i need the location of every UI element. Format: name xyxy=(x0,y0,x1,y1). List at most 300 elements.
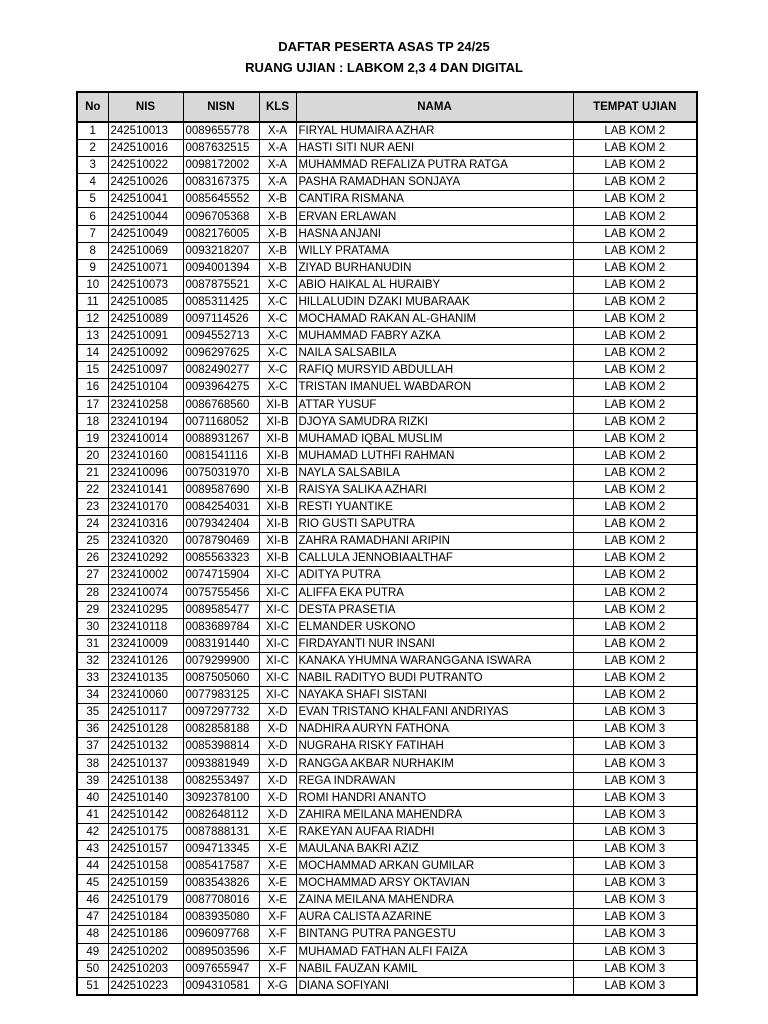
cell-no: 30 xyxy=(77,618,108,635)
cell-nis: 242510202 xyxy=(108,943,183,960)
cell-kls: X-A xyxy=(259,140,296,157)
cell-no: 11 xyxy=(77,293,108,310)
table-row xyxy=(77,499,697,516)
cell-no: 13 xyxy=(77,328,108,345)
cell-nis: 232410170 xyxy=(108,499,183,516)
cell-no: 26 xyxy=(77,550,108,567)
cell-kls: XI-C xyxy=(259,567,296,584)
cell-tempat-ujian: LAB KOM 2 xyxy=(573,122,697,140)
cell-kls: X-D xyxy=(259,772,296,789)
cell-nis: 232410320 xyxy=(108,533,183,550)
cell-nis: 232410126 xyxy=(108,652,183,669)
cell-kls: X-F xyxy=(259,909,296,926)
cell-kls: XI-C xyxy=(259,670,296,687)
cell-nama: MOCHAMMAD ARKAN GUMILAR xyxy=(296,858,573,875)
cell-kls: X-D xyxy=(259,704,296,721)
cell-no: 38 xyxy=(77,755,108,772)
cell-nisn: 0093218207 xyxy=(183,242,259,259)
cell-nisn: 0083167375 xyxy=(183,174,259,191)
cell-nisn: 0087632515 xyxy=(183,140,259,157)
table-row xyxy=(77,122,697,140)
table-row xyxy=(77,721,697,738)
table-row xyxy=(77,430,697,447)
table-row xyxy=(77,909,697,926)
cell-kls: X-B xyxy=(259,191,296,208)
cell-tempat-ujian: LAB KOM 3 xyxy=(573,909,697,926)
cell-nis: 242510223 xyxy=(108,977,183,995)
cell-kls: X-E xyxy=(259,823,296,840)
cell-nisn: 0085417587 xyxy=(183,858,259,875)
cell-no: 18 xyxy=(77,413,108,430)
table-row xyxy=(77,943,697,960)
column-header-nisn: NISN xyxy=(183,92,259,122)
cell-kls: X-C xyxy=(259,276,296,293)
table-row xyxy=(77,140,697,157)
cell-nis: 242510142 xyxy=(108,806,183,823)
cell-no: 22 xyxy=(77,481,108,498)
cell-no: 25 xyxy=(77,533,108,550)
cell-nama: TRISTAN IMANUEL WABDARON xyxy=(296,379,573,396)
cell-no: 51 xyxy=(77,977,108,995)
cell-no: 2 xyxy=(77,140,108,157)
table-body xyxy=(77,122,697,995)
cell-no: 4 xyxy=(77,174,108,191)
cell-no: 7 xyxy=(77,225,108,242)
cell-nama: MUHAMAD IQBAL MUSLIM xyxy=(296,430,573,447)
cell-nisn: 0089587690 xyxy=(183,481,259,498)
cell-nama: ABIO HAIKAL AL HURAIBY xyxy=(296,276,573,293)
cell-nama: ATTAR YUSUF xyxy=(296,396,573,413)
cell-no: 12 xyxy=(77,311,108,328)
cell-nis: 242510073 xyxy=(108,276,183,293)
cell-nisn: 0094713345 xyxy=(183,840,259,857)
cell-nama: ADITYA PUTRA xyxy=(296,567,573,584)
table-row xyxy=(77,858,697,875)
cell-tempat-ujian: LAB KOM 3 xyxy=(573,823,697,840)
cell-nis: 242510022 xyxy=(108,157,183,174)
cell-nisn: 0085398814 xyxy=(183,738,259,755)
cell-nisn: 0094001394 xyxy=(183,259,259,276)
cell-nisn: 0082858188 xyxy=(183,721,259,738)
cell-no: 48 xyxy=(77,926,108,943)
cell-tempat-ujian: LAB KOM 2 xyxy=(573,362,697,379)
cell-nisn: 0096297625 xyxy=(183,345,259,362)
cell-nama: FIRYAL HUMAIRA AZHAR xyxy=(296,122,573,140)
cell-no: 36 xyxy=(77,721,108,738)
cell-nama: CANTIRA RISMANA xyxy=(296,191,573,208)
cell-no: 47 xyxy=(77,909,108,926)
cell-nis: 242510069 xyxy=(108,242,183,259)
table-row xyxy=(77,584,697,601)
table-row xyxy=(77,481,697,498)
cell-no: 1 xyxy=(77,122,108,140)
cell-nama: RAISYA SALIKA AZHARI xyxy=(296,481,573,498)
cell-nama: MUHAMAD FATHAN ALFI FAIZA xyxy=(296,943,573,960)
cell-tempat-ujian: LAB KOM 2 xyxy=(573,618,697,635)
cell-tempat-ujian: LAB KOM 3 xyxy=(573,772,697,789)
cell-kls: X-A xyxy=(259,122,296,140)
cell-kls: XI-B xyxy=(259,481,296,498)
cell-tempat-ujian: LAB KOM 2 xyxy=(573,499,697,516)
cell-nis: 242510091 xyxy=(108,328,183,345)
table-row xyxy=(77,772,697,789)
cell-nisn: 0097297732 xyxy=(183,704,259,721)
cell-nama: ZAHRA RAMADHANI ARIPIN xyxy=(296,533,573,550)
cell-kls: X-F xyxy=(259,943,296,960)
cell-nis: 242510085 xyxy=(108,293,183,310)
cell-kls: X-A xyxy=(259,157,296,174)
cell-kls: XI-C xyxy=(259,601,296,618)
cell-no: 21 xyxy=(77,464,108,481)
cell-nisn: 0087888131 xyxy=(183,823,259,840)
table-row xyxy=(77,293,697,310)
cell-nisn: 0096705368 xyxy=(183,208,259,225)
cell-tempat-ujian: LAB KOM 2 xyxy=(573,635,697,652)
cell-kls: X-B xyxy=(259,242,296,259)
cell-kls: X-C xyxy=(259,345,296,362)
cell-nama: NABIL FAUZAN KAMIL xyxy=(296,960,573,977)
cell-nis: 232410002 xyxy=(108,567,183,584)
table-row xyxy=(77,652,697,669)
cell-nis: 232410292 xyxy=(108,550,183,567)
column-header-kls: KLS xyxy=(259,92,296,122)
cell-kls: XI-C xyxy=(259,687,296,704)
cell-nama: ERVAN ERLAWAN xyxy=(296,208,573,225)
table-row xyxy=(77,892,697,909)
cell-nisn: 0085563323 xyxy=(183,550,259,567)
cell-kls: X-F xyxy=(259,960,296,977)
table-row xyxy=(77,635,697,652)
table-row xyxy=(77,191,697,208)
cell-nama: RIO GUSTI SAPUTRA xyxy=(296,516,573,533)
cell-kls: X-E xyxy=(259,875,296,892)
cell-no: 34 xyxy=(77,687,108,704)
cell-nis: 232410118 xyxy=(108,618,183,635)
cell-nama: RESTI YUANTIKE xyxy=(296,499,573,516)
column-header-tempat-ujian: TEMPAT UJIAN xyxy=(573,92,697,122)
cell-nis: 242510157 xyxy=(108,840,183,857)
table-row xyxy=(77,345,697,362)
table-row xyxy=(77,396,697,413)
cell-nis: 242510104 xyxy=(108,379,183,396)
cell-nama: NADHIRA AURYN FATHONA xyxy=(296,721,573,738)
cell-kls: X-C xyxy=(259,311,296,328)
cell-no: 50 xyxy=(77,960,108,977)
cell-kls: X-F xyxy=(259,926,296,943)
cell-nis: 232410141 xyxy=(108,481,183,498)
cell-nama: MOCHAMAD RAKAN AL-GHANIM xyxy=(296,311,573,328)
cell-nis: 242510097 xyxy=(108,362,183,379)
cell-nisn: 0093881949 xyxy=(183,755,259,772)
cell-nisn: 0085311425 xyxy=(183,293,259,310)
cell-nama: NAYAKA SHAFI SISTANI xyxy=(296,687,573,704)
cell-kls: X-C xyxy=(259,379,296,396)
cell-nisn: 0084254031 xyxy=(183,499,259,516)
cell-nisn: 0085645552 xyxy=(183,191,259,208)
cell-no: 43 xyxy=(77,840,108,857)
cell-nama: HILLALUDIN DZAKI MUBARAAK xyxy=(296,293,573,310)
column-header-nis: NIS xyxy=(108,92,183,122)
cell-kls: X-E xyxy=(259,858,296,875)
cell-nisn: 0082490277 xyxy=(183,362,259,379)
cell-kls: XI-C xyxy=(259,652,296,669)
cell-no: 31 xyxy=(77,635,108,652)
cell-tempat-ujian: LAB KOM 3 xyxy=(573,858,697,875)
cell-nama: NAYLA SALSABILA xyxy=(296,464,573,481)
cell-no: 45 xyxy=(77,875,108,892)
cell-kls: XI-B xyxy=(259,430,296,447)
cell-tempat-ujian: LAB KOM 2 xyxy=(573,191,697,208)
cell-no: 24 xyxy=(77,516,108,533)
cell-nis: 242510071 xyxy=(108,259,183,276)
table-row xyxy=(77,328,697,345)
cell-nis: 242510016 xyxy=(108,140,183,157)
cell-no: 14 xyxy=(77,345,108,362)
table-row xyxy=(77,516,697,533)
cell-nis: 232410194 xyxy=(108,413,183,430)
cell-tempat-ujian: LAB KOM 3 xyxy=(573,755,697,772)
cell-nisn: 0083935080 xyxy=(183,909,259,926)
header-row xyxy=(77,92,697,122)
cell-nis: 232410316 xyxy=(108,516,183,533)
cell-nama: ZAINA MEILANA MAHENDRA xyxy=(296,892,573,909)
cell-nama: DESTA PRASETIA xyxy=(296,601,573,618)
table-row xyxy=(77,362,697,379)
cell-tempat-ujian: LAB KOM 3 xyxy=(573,875,697,892)
cell-nis: 232410060 xyxy=(108,687,183,704)
cell-no: 8 xyxy=(77,242,108,259)
table-row xyxy=(77,567,697,584)
cell-tempat-ujian: LAB KOM 2 xyxy=(573,311,697,328)
cell-nisn: 0082176005 xyxy=(183,225,259,242)
cell-nisn: 0096097768 xyxy=(183,926,259,943)
cell-no: 39 xyxy=(77,772,108,789)
cell-tempat-ujian: LAB KOM 2 xyxy=(573,516,697,533)
cell-kls: XI-B xyxy=(259,464,296,481)
cell-no: 5 xyxy=(77,191,108,208)
cell-nama: ZIYAD BURHANUDIN xyxy=(296,259,573,276)
cell-nis: 242510184 xyxy=(108,909,183,926)
cell-nis: 242510132 xyxy=(108,738,183,755)
cell-nis: 242510138 xyxy=(108,772,183,789)
cell-nis: 242510026 xyxy=(108,174,183,191)
cell-nis: 232410009 xyxy=(108,635,183,652)
cell-nisn: 0075755456 xyxy=(183,584,259,601)
cell-nama: RAKEYAN AUFAA RIADHI xyxy=(296,823,573,840)
cell-tempat-ujian: LAB KOM 3 xyxy=(573,789,697,806)
cell-kls: XI-C xyxy=(259,618,296,635)
cell-nisn: 0094552713 xyxy=(183,328,259,345)
cell-nisn: 0087875521 xyxy=(183,276,259,293)
cell-no: 15 xyxy=(77,362,108,379)
cell-nama: MUHAMAD LUTHFI RAHMAN xyxy=(296,447,573,464)
cell-tempat-ujian: LAB KOM 2 xyxy=(573,413,697,430)
cell-nama: DJOYA SAMUDRA RIZKI xyxy=(296,413,573,430)
cell-no: 17 xyxy=(77,396,108,413)
cell-nisn: 0074715904 xyxy=(183,567,259,584)
cell-nis: 242510179 xyxy=(108,892,183,909)
cell-tempat-ujian: LAB KOM 2 xyxy=(573,208,697,225)
cell-nisn: 0077983125 xyxy=(183,687,259,704)
cell-no: 23 xyxy=(77,499,108,516)
table-row xyxy=(77,977,697,995)
document-header xyxy=(0,36,768,78)
cell-tempat-ujian: LAB KOM 3 xyxy=(573,738,697,755)
cell-tempat-ujian: LAB KOM 3 xyxy=(573,943,697,960)
cell-nama: HASTI SITI NUR AENI xyxy=(296,140,573,157)
cell-no: 44 xyxy=(77,858,108,875)
table-row xyxy=(77,379,697,396)
cell-tempat-ujian: LAB KOM 2 xyxy=(573,345,697,362)
cell-kls: X-D xyxy=(259,755,296,772)
cell-nis: 242510041 xyxy=(108,191,183,208)
cell-tempat-ujian: LAB KOM 3 xyxy=(573,704,697,721)
table-row xyxy=(77,550,697,567)
table-row xyxy=(77,533,697,550)
cell-nama: DIANA SOFIYANI xyxy=(296,977,573,995)
cell-nis: 242510049 xyxy=(108,225,183,242)
cell-kls: X-B xyxy=(259,259,296,276)
cell-tempat-ujian: LAB KOM 2 xyxy=(573,140,697,157)
cell-tempat-ujian: LAB KOM 2 xyxy=(573,567,697,584)
cell-nama: RAFIQ MURSYID ABDULLAH xyxy=(296,362,573,379)
cell-nama: KANAKA YHUMNA WARANGGANA ISWARA xyxy=(296,652,573,669)
cell-no: 33 xyxy=(77,670,108,687)
cell-no: 41 xyxy=(77,806,108,823)
cell-nama: NABIL RADITYO BUDI PUTRANTO xyxy=(296,670,573,687)
cell-tempat-ujian: LAB KOM 2 xyxy=(573,259,697,276)
cell-tempat-ujian: LAB KOM 3 xyxy=(573,721,697,738)
table-row xyxy=(77,447,697,464)
cell-tempat-ujian: LAB KOM 2 xyxy=(573,447,697,464)
cell-tempat-ujian: LAB KOM 2 xyxy=(573,687,697,704)
cell-tempat-ujian: LAB KOM 2 xyxy=(573,601,697,618)
cell-nama: NUGRAHA RISKY FATIHAH xyxy=(296,738,573,755)
cell-kls: XI-B xyxy=(259,516,296,533)
cell-nisn: 0087708016 xyxy=(183,892,259,909)
cell-no: 20 xyxy=(77,447,108,464)
document-subtitle: RUANG UJIAN : LABKOM 2,3 4 DAN DIGITAL xyxy=(245,60,523,75)
cell-tempat-ujian: LAB KOM 2 xyxy=(573,157,697,174)
cell-nisn: 0098172002 xyxy=(183,157,259,174)
cell-nisn: 0089585477 xyxy=(183,601,259,618)
table-row xyxy=(77,225,697,242)
table-row xyxy=(77,601,697,618)
cell-nisn: 0086768560 xyxy=(183,396,259,413)
column-header-no: No xyxy=(77,92,108,122)
cell-tempat-ujian: LAB KOM 2 xyxy=(573,430,697,447)
cell-nama: MUHAMMAD REFALIZA PUTRA RATGA xyxy=(296,157,573,174)
cell-tempat-ujian: LAB KOM 2 xyxy=(573,276,697,293)
cell-nama: ROMI HANDRI ANANTO xyxy=(296,789,573,806)
cell-nama: RANGGA AKBAR NURHAKIM xyxy=(296,755,573,772)
table-row xyxy=(77,926,697,943)
cell-nisn: 0088931267 xyxy=(183,430,259,447)
table-row xyxy=(77,311,697,328)
cell-no: 10 xyxy=(77,276,108,293)
cell-kls: XI-B xyxy=(259,499,296,516)
cell-nis: 242510117 xyxy=(108,704,183,721)
cell-tempat-ujian: LAB KOM 3 xyxy=(573,892,697,909)
cell-tempat-ujian: LAB KOM 3 xyxy=(573,960,697,977)
cell-no: 19 xyxy=(77,430,108,447)
cell-tempat-ujian: LAB KOM 2 xyxy=(573,396,697,413)
cell-kls: X-G xyxy=(259,977,296,995)
cell-nama: MUHAMMAD FABRY AZKA xyxy=(296,328,573,345)
cell-no: 16 xyxy=(77,379,108,396)
table-header xyxy=(77,92,697,122)
cell-no: 9 xyxy=(77,259,108,276)
cell-nis: 242510128 xyxy=(108,721,183,738)
cell-nis: 232410160 xyxy=(108,447,183,464)
cell-tempat-ujian: LAB KOM 2 xyxy=(573,293,697,310)
cell-nisn: 0082648112 xyxy=(183,806,259,823)
cell-nama: ZAHIRA MEILANA MAHENDRA xyxy=(296,806,573,823)
cell-nis: 242510159 xyxy=(108,875,183,892)
cell-nis: 232410258 xyxy=(108,396,183,413)
cell-tempat-ujian: LAB KOM 2 xyxy=(573,533,697,550)
cell-kls: X-D xyxy=(259,806,296,823)
cell-nama: HASNA ANJANI xyxy=(296,225,573,242)
cell-nama: ALIFFA EKA PUTRA xyxy=(296,584,573,601)
cell-nis: 242510175 xyxy=(108,823,183,840)
cell-no: 46 xyxy=(77,892,108,909)
table-row xyxy=(77,687,697,704)
cell-nisn: 0081541116 xyxy=(183,447,259,464)
cell-nisn: 0083689784 xyxy=(183,618,259,635)
cell-no: 49 xyxy=(77,943,108,960)
cell-kls: X-C xyxy=(259,293,296,310)
cell-tempat-ujian: LAB KOM 2 xyxy=(573,242,697,259)
cell-kls: XI-B xyxy=(259,396,296,413)
cell-no: 27 xyxy=(77,567,108,584)
cell-kls: X-E xyxy=(259,840,296,857)
cell-nis: 232410074 xyxy=(108,584,183,601)
table-row xyxy=(77,840,697,857)
cell-no: 3 xyxy=(77,157,108,174)
cell-nama: WILLY PRATAMA xyxy=(296,242,573,259)
cell-nis: 232410014 xyxy=(108,430,183,447)
cell-nisn: 0083543826 xyxy=(183,875,259,892)
cell-nisn: 0075031970 xyxy=(183,464,259,481)
cell-kls: X-B xyxy=(259,225,296,242)
cell-nama: MOCHAMMAD ARSY OKTAVIAN xyxy=(296,875,573,892)
cell-nama: REGA INDRAWAN xyxy=(296,772,573,789)
table-row xyxy=(77,242,697,259)
cell-nis: 242510044 xyxy=(108,208,183,225)
cell-nama: NAILA SALSABILA xyxy=(296,345,573,362)
table-row xyxy=(77,157,697,174)
cell-kls: X-D xyxy=(259,738,296,755)
cell-tempat-ujian: LAB KOM 3 xyxy=(573,977,697,995)
cell-nis: 242510092 xyxy=(108,345,183,362)
cell-nisn: 0089503596 xyxy=(183,943,259,960)
cell-tempat-ujian: LAB KOM 2 xyxy=(573,379,697,396)
cell-nisn: 0079299900 xyxy=(183,652,259,669)
table-row xyxy=(77,208,697,225)
cell-kls: XI-B xyxy=(259,447,296,464)
cell-tempat-ujian: LAB KOM 3 xyxy=(573,806,697,823)
table-row xyxy=(77,413,697,430)
cell-nis: 242510013 xyxy=(108,122,183,140)
cell-nis: 232410295 xyxy=(108,601,183,618)
participant-table xyxy=(76,91,698,996)
cell-nis: 232410096 xyxy=(108,464,183,481)
cell-nisn: 0071168052 xyxy=(183,413,259,430)
cell-nisn: 0083191440 xyxy=(183,635,259,652)
column-header-nama: NAMA xyxy=(296,92,573,122)
table-row xyxy=(77,618,697,635)
